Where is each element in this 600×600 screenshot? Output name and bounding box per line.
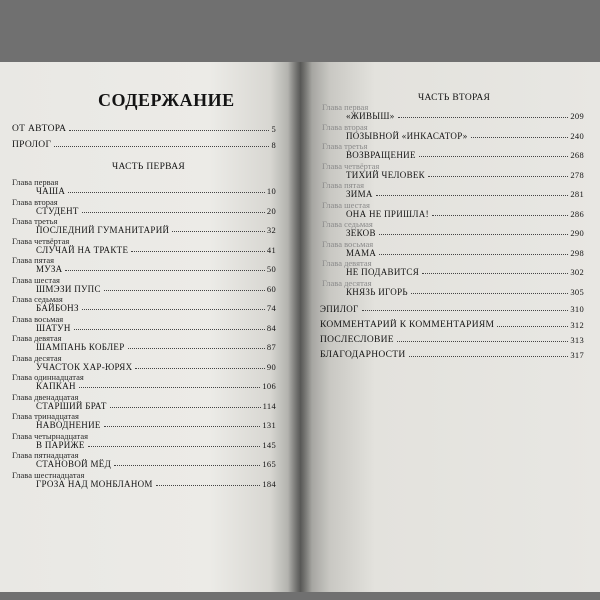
leader-dots xyxy=(74,329,265,330)
chapter-label: Глава третья xyxy=(322,141,368,151)
toc-entry xyxy=(346,150,584,160)
toc-entry-title: СТУДЕНТ xyxy=(36,205,79,216)
toc-entry-title: КОММЕНТАРИЙ К КОММЕНТАРИЯМ xyxy=(320,320,495,330)
toc-entry xyxy=(36,245,276,255)
toc-entry-title: ОТ АВТОРА xyxy=(12,124,67,134)
toc-entry-title: КНЯЗЬ ИГОРЬ xyxy=(346,286,408,297)
toc-entry-title: УЧАСТОК ХАР-ЮРЯХ xyxy=(36,361,133,372)
chapter-label: Глава седьмая xyxy=(322,219,373,229)
toc-entry-page: 10 xyxy=(266,186,276,196)
toc-entry-page: 313 xyxy=(570,335,584,345)
toc-entry-from-author xyxy=(12,124,276,134)
leader-dots xyxy=(397,341,568,342)
leader-dots xyxy=(411,293,568,294)
toc-entry-commentary xyxy=(320,320,584,330)
toc-entry xyxy=(36,225,276,235)
toc-entry xyxy=(36,303,276,313)
toc-entry xyxy=(36,401,276,411)
leader-dots xyxy=(172,231,265,232)
toc-entry-page: 8 xyxy=(271,140,276,150)
leader-dots xyxy=(104,290,265,291)
toc-entry-page: 281 xyxy=(570,189,584,199)
leader-dots xyxy=(68,192,265,193)
leader-dots xyxy=(65,270,264,271)
toc-entry-title: КАПКАН xyxy=(36,381,76,391)
leader-dots xyxy=(82,212,265,213)
leader-dots xyxy=(428,176,568,177)
toc-entry-title: ШАМПАНЬ КОБЛЕР xyxy=(36,342,125,352)
toc-entry xyxy=(36,362,276,372)
chapter-label: Глава восьмая xyxy=(12,313,64,324)
chapter-label: Глава пятая xyxy=(322,180,365,190)
toc-entry-page: 131 xyxy=(262,420,276,430)
toc-entry-title: ГРОЗА НАД МОНБЛАНОМ xyxy=(36,478,153,489)
toc-entry xyxy=(36,479,276,489)
leader-dots xyxy=(497,326,568,327)
chapter-label: Глава четвёртая xyxy=(12,235,70,246)
toc-entry xyxy=(36,342,276,352)
chapter-label: Глава четырнадцатая xyxy=(12,430,89,441)
chapter-label: Глава одиннадцатая xyxy=(12,372,84,382)
toc-entry-afterword xyxy=(320,335,584,345)
leader-dots xyxy=(379,254,568,255)
chapter-label: Глава третья xyxy=(12,216,58,226)
toc-entry-title: БАЙБОНЗ xyxy=(36,303,79,313)
toc-entry-page: 268 xyxy=(570,150,584,160)
toc-entry-title: БЛАГОДАРНОСТИ xyxy=(320,350,406,360)
chapter-label: Глава шестая xyxy=(322,199,370,210)
book-gutter xyxy=(288,62,312,592)
chapter-label: Глава шестнадцатая xyxy=(12,469,85,480)
leader-dots xyxy=(104,426,261,427)
chapter-label: Глава десятая xyxy=(12,352,62,363)
toc-entry-title: ШАТУН xyxy=(36,322,71,333)
toc-entry-page: 50 xyxy=(266,264,276,274)
toc-entry-title: СЛУЧАЙ НА ТРАКТЕ xyxy=(36,244,129,255)
toc-entry-page: 305 xyxy=(570,286,584,297)
toc-entry-page: 240 xyxy=(570,130,584,141)
toc-entry-page: 298 xyxy=(570,247,584,258)
toc-entry-title: В ПАРИЖЕ xyxy=(36,439,85,450)
toc-entry xyxy=(346,209,584,219)
leader-dots xyxy=(79,387,261,388)
leader-dots xyxy=(82,309,265,310)
chapter-label: Глава девятая xyxy=(322,258,372,268)
toc-entry-page: 278 xyxy=(570,169,584,180)
toc-entry xyxy=(36,264,276,274)
contents-heading: СОДЕРЖАНИЕ xyxy=(98,90,235,110)
chapter-label: Глава девятая xyxy=(12,333,62,343)
toc-entry-title: ПРОЛОГ xyxy=(12,140,52,150)
toc-entry xyxy=(346,189,584,199)
toc-entry-epilogue xyxy=(320,304,584,314)
chapter-label: Глава вторая xyxy=(322,121,368,132)
toc-entry-prologue xyxy=(12,140,276,150)
chapter-label: Глава пятнадцатая xyxy=(12,450,79,460)
leader-dots xyxy=(54,146,269,147)
toc-entry-title: ВОЗВРАЩЕНИЕ xyxy=(346,150,416,160)
toc-entry-page: 60 xyxy=(266,283,276,294)
leader-dots xyxy=(131,251,265,252)
toc-entry-title: ПОЗЫВНОЙ «ИНКАСАТОР» xyxy=(346,130,468,141)
leader-dots xyxy=(114,465,260,466)
leader-dots xyxy=(409,356,569,357)
leader-dots xyxy=(128,348,265,349)
toc-entry-title: НАВОДНЕНИЕ xyxy=(36,420,101,430)
toc-entry-title: ЭПИЛОГ xyxy=(320,304,359,314)
leader-dots xyxy=(422,273,568,274)
chapter-label: Глава двенадцатая xyxy=(12,391,79,402)
toc-entry xyxy=(346,111,584,121)
leader-dots xyxy=(156,485,261,486)
chapter-label: Глава восьмая xyxy=(322,238,374,249)
toc-entry-page: 32 xyxy=(266,225,276,235)
leader-dots xyxy=(432,215,568,216)
toc-entry-page: 290 xyxy=(570,228,584,238)
part-one-title: ЧАСТЬ ПЕРВАЯ xyxy=(112,162,186,172)
toc-entry-title: ЧАША xyxy=(36,186,66,196)
toc-entry-page: 302 xyxy=(570,267,584,277)
toc-entry-page: 209 xyxy=(570,111,584,121)
chapter-label: Глава первая xyxy=(12,177,59,187)
toc-entry-page: 317 xyxy=(570,350,584,360)
toc-entry-page: 74 xyxy=(266,303,276,313)
toc-entry-title: МУЗА xyxy=(36,264,63,274)
leader-dots xyxy=(376,195,569,196)
toc-entry-page: 41 xyxy=(266,244,276,255)
toc-entry-title: СТАНОВОЙ МЁД xyxy=(36,459,112,469)
toc-entry-title: «ЖИВЫШ» xyxy=(346,111,395,121)
toc-entry xyxy=(346,131,584,141)
toc-entry-title: МАМА xyxy=(346,247,377,258)
toc-entry-page: 5 xyxy=(271,124,276,134)
chapter-label: Глава десятая xyxy=(322,277,372,288)
toc-entry-page: 87 xyxy=(266,342,276,352)
toc-entry xyxy=(36,186,276,196)
leader-dots xyxy=(471,137,569,138)
toc-entry xyxy=(36,206,276,216)
toc-entry-page: 286 xyxy=(570,208,584,219)
toc-entry-title: ЗИМА xyxy=(346,189,373,199)
leader-dots xyxy=(135,368,264,369)
leader-dots xyxy=(398,117,569,118)
toc-entry xyxy=(346,170,584,180)
toc-entry-page: 184 xyxy=(262,478,276,489)
toc-entry-title: ПОСЛЕДНИЙ ГУМАНИТАРИЙ xyxy=(36,225,170,235)
toc-entry-page: 114 xyxy=(262,400,276,411)
leader-dots xyxy=(69,130,269,131)
chapter-label: Глава тринадцатая xyxy=(12,411,79,421)
chapter-label: Глава вторая xyxy=(12,196,58,207)
toc-entry xyxy=(346,287,584,297)
toc-entry-title: СТАРШИЙ БРАТ xyxy=(36,400,107,411)
toc-entry-page: 90 xyxy=(266,361,276,372)
toc-entry-page: 165 xyxy=(262,459,276,469)
leader-dots xyxy=(88,446,261,447)
toc-entry-title: НЕ ПОДАВИТСЯ xyxy=(346,267,420,277)
toc-entry xyxy=(346,228,584,238)
chapter-label: Глава пятая xyxy=(12,255,55,265)
toc-entry-title: ШМЭЗИ ПУПС xyxy=(36,283,101,294)
leader-dots xyxy=(362,310,569,311)
toc-entry-page: 312 xyxy=(570,320,584,330)
chapter-label: Глава четвёртая xyxy=(322,160,380,171)
toc-entry xyxy=(346,267,584,277)
toc-entry xyxy=(36,459,276,469)
chapter-label: Глава седьмая xyxy=(12,294,63,304)
toc-entry xyxy=(36,323,276,333)
toc-entry-page: 20 xyxy=(266,205,276,216)
toc-entry-title: ЗЕКОВ xyxy=(346,228,376,238)
toc-entry-page: 310 xyxy=(570,304,584,314)
toc-entry-title: ПОСЛЕСЛОВИЕ xyxy=(320,335,394,345)
chapter-label: Глава первая xyxy=(322,102,369,112)
chapter-label: Глава шестая xyxy=(12,274,60,285)
toc-entry-acknowledgements xyxy=(320,350,584,360)
toc-entry xyxy=(346,248,584,258)
toc-entry xyxy=(36,284,276,294)
leader-dots xyxy=(419,156,569,157)
leader-dots xyxy=(379,234,569,235)
toc-entry-page: 106 xyxy=(262,381,276,391)
toc-entry-page: 84 xyxy=(266,322,276,333)
toc-entry xyxy=(36,381,276,391)
part-two-title: ЧАСТЬ ВТОРАЯ xyxy=(418,93,491,103)
toc-entry-title: ОНА НЕ ПРИШЛА! xyxy=(346,208,429,219)
toc-entry-page: 145 xyxy=(262,439,276,450)
toc-entry xyxy=(36,440,276,450)
leader-dots xyxy=(110,407,261,408)
toc-entry-title: ТИХИЙ ЧЕЛОВЕК xyxy=(346,169,425,180)
toc-entry xyxy=(36,420,276,430)
